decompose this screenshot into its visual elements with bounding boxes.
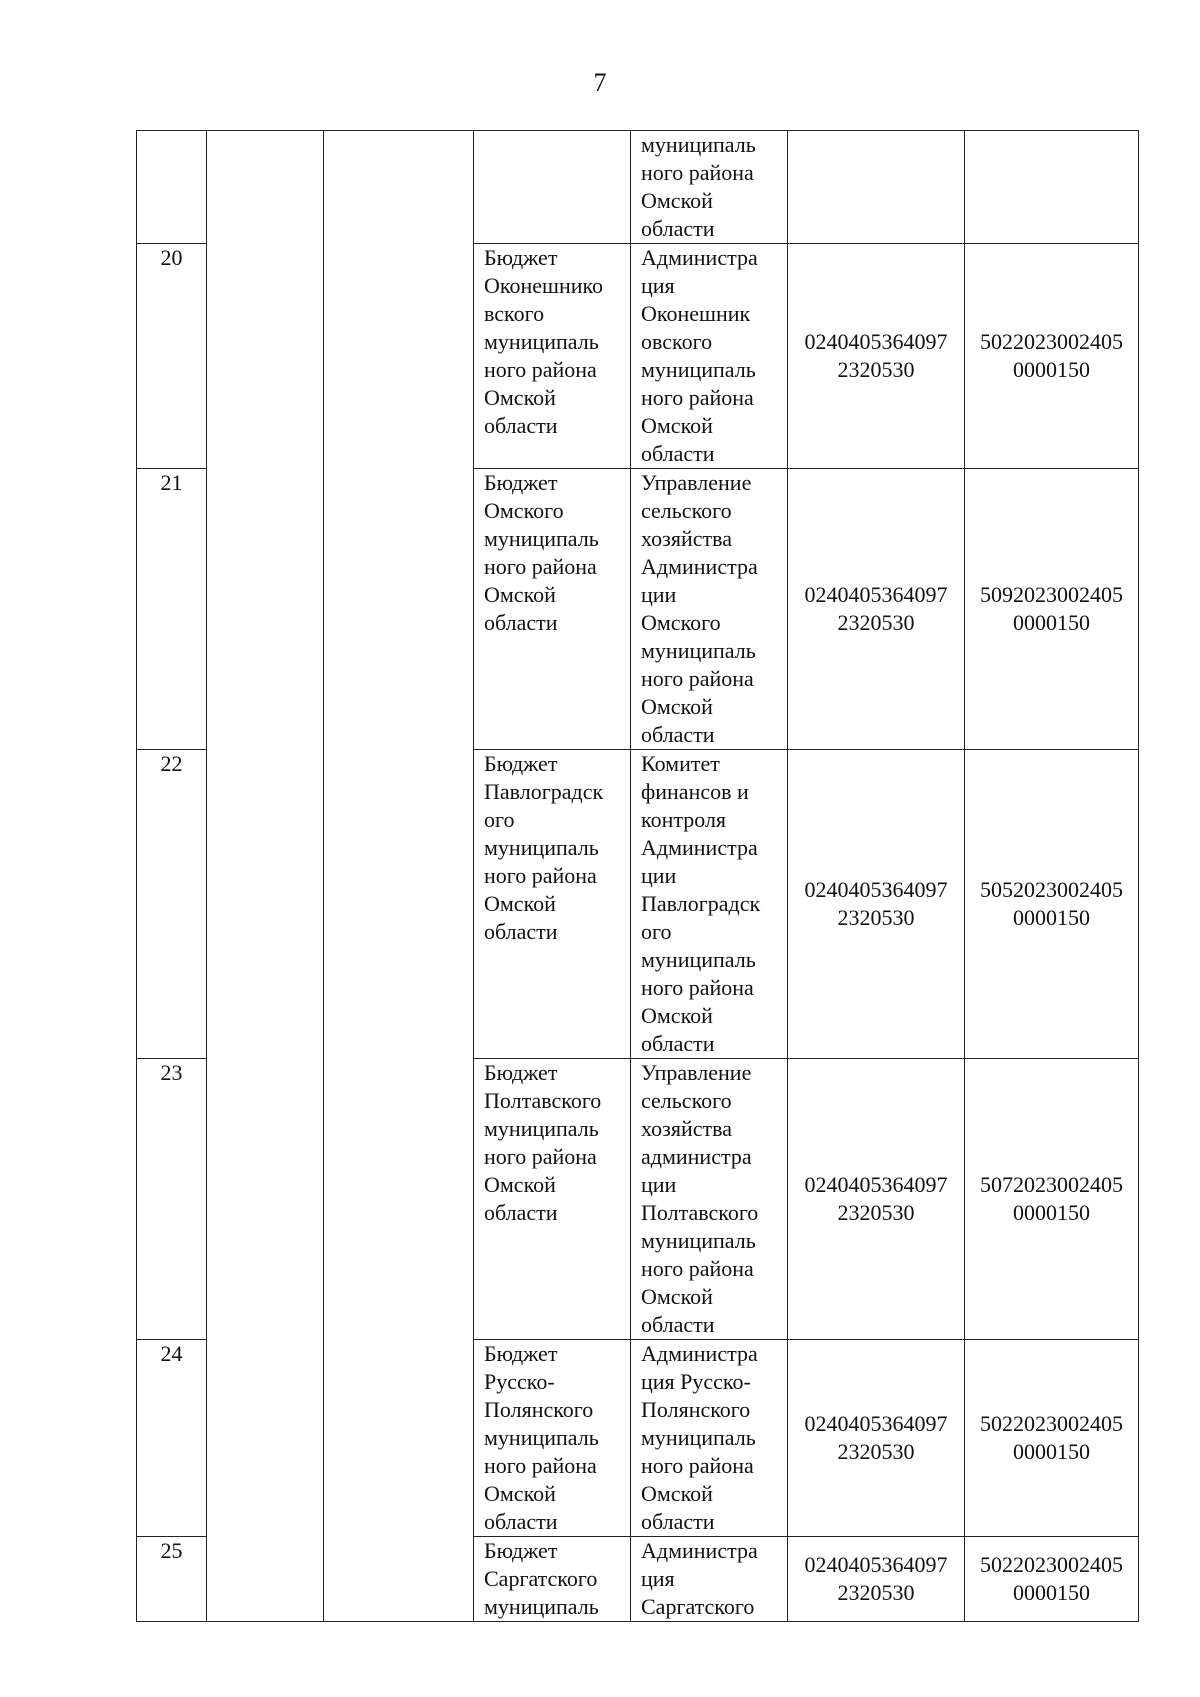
budget-cell [474,244,631,469]
budget-line: ного района [484,1144,597,1169]
recipient-line: Полтавского [641,1200,759,1225]
merged-empty-column-2 [207,131,324,1622]
budget-cell [474,1537,631,1622]
recipient-line: Администра [641,1538,758,1563]
recipient-line: Омской [641,188,713,213]
number-cell [137,131,207,244]
budget-line: Бюджет [484,470,558,495]
code-line: 0240405364097 [804,1411,948,1436]
recipient-line: области [641,1509,715,1534]
row-number: 21 [137,469,207,750]
code-cell [788,1537,965,1622]
code-line: 5022023002405 [980,1411,1123,1436]
budget-line: Саргатского [484,1566,598,1591]
recipient-line: ция Русско- [641,1369,751,1394]
recipient-line: Омского [641,610,721,635]
budget-line: Оконешнико [484,273,604,298]
code-line: 5022023002405 [980,329,1123,354]
recipient-cell [631,244,788,469]
code-line: 0000150 [1013,905,1090,930]
row-number: 20 [137,244,207,469]
recipient-cell [631,131,788,244]
code-line: 0000150 [1013,357,1090,382]
recipient-line: ного района [641,975,754,1000]
code-line: 2320530 [837,1439,915,1464]
budget-cell [474,1340,631,1537]
recipient-line: области [641,722,715,747]
budget-line: муниципаль [484,1594,599,1619]
code-cell [788,1340,965,1537]
budget-line: области [484,413,558,438]
code-cell [965,131,1139,244]
recipient-cell [631,1340,788,1537]
recipient-line: ного района [641,385,754,410]
recipient-line: области [641,1312,715,1337]
budget-line: Омской [484,1481,556,1506]
code-line: 2320530 [837,905,915,930]
recipient-line: Оконешник [641,301,751,326]
code-line: 0000150 [1013,1439,1090,1464]
budget-cell [474,1059,631,1340]
code-line: 5072023002405 [980,1172,1123,1197]
budget-line: ного района [484,554,597,579]
recipient-line: Управление [641,1060,752,1085]
code-line: 2320530 [837,610,915,635]
recipient-line: Саргатского [641,1594,755,1619]
code-line: 0000150 [1013,1580,1090,1605]
budget-line: Бюджет [484,751,558,776]
recipient-line: ного района [641,160,754,185]
budget-line: вского [484,301,545,326]
budget-line: Полянского [484,1397,594,1422]
row-number: 22 [137,750,207,1059]
code-line: 0240405364097 [804,329,948,354]
recipient-line: муниципаль [641,638,756,663]
code-line: 0000150 [1013,610,1090,635]
recipient-line: муниципаль [641,1425,756,1450]
code-line: 5092023002405 [980,582,1123,607]
code-cell [965,1340,1139,1537]
recipient-line: Комитет [641,751,720,776]
recipient-line: ция [641,273,675,298]
budget-line: муниципаль [484,1425,599,1450]
recipient-line: ного района [641,666,754,691]
budget-line: муниципаль [484,329,599,354]
recipient-cell [631,750,788,1059]
recipient-line: Омской [641,413,713,438]
recipient-line: Омской [641,1284,713,1309]
recipient-cell [631,1059,788,1340]
recipient-line: Администра [641,1341,758,1366]
recipient-line: области [641,1031,715,1056]
code-line: 0240405364097 [804,1172,948,1197]
recipient-line: финансов и [641,779,749,804]
recipient-line: сельского [641,498,732,523]
recipient-cell [631,469,788,750]
code-line: 0240405364097 [804,582,948,607]
budget-line: ного района [484,357,597,382]
budget-line: области [484,919,558,944]
code-cell [965,1059,1139,1340]
code-line: 2320530 [837,1200,915,1225]
recipient-line: области [641,441,715,466]
recipient-line: Омской [641,1003,713,1028]
budget-line: области [484,1200,558,1225]
budget-line: Павлоградск [484,779,604,804]
code-line: 2320530 [837,1580,915,1605]
code-line: 0240405364097 [804,877,948,902]
budget-table [136,130,1139,1622]
merged-empty-column-3 [324,131,474,1622]
budget-line: Омской [484,891,556,916]
recipient-line: муниципаль [641,357,756,382]
budget-line: Русско- [484,1369,555,1394]
row-number: 24 [137,1340,207,1537]
recipient-line: ции [641,1172,677,1197]
budget-cell [474,131,631,244]
recipient-line: муниципаль [641,132,756,157]
code-cell [965,244,1139,469]
recipient-line: Омской [641,1481,713,1506]
recipient-line: ного района [641,1453,754,1478]
recipient-line: Управление [641,470,752,495]
recipient-line: овского [641,329,713,354]
row-number: 23 [137,1059,207,1340]
budget-line: Омской [484,582,556,607]
recipient-line: муниципаль [641,1228,756,1253]
budget-line: Омской [484,1172,556,1197]
recipient-line: ного района [641,1256,754,1281]
code-cell [965,1537,1139,1622]
recipient-line: ция [641,1566,675,1591]
budget-line: Бюджет [484,245,558,270]
budget-line: Бюджет [484,1538,558,1563]
recipient-line: ции [641,863,677,888]
budget-line: муниципаль [484,1116,599,1141]
recipient-line: Омской [641,694,713,719]
recipient-line: сельского [641,1088,732,1113]
code-cell [788,244,965,469]
recipient-line: хозяйства [641,526,732,551]
budget-line: муниципаль [484,526,599,551]
page-number: 7 [593,68,607,97]
budget-line: ого [484,807,515,832]
code-cell [788,131,965,244]
budget-line: Омского [484,498,564,523]
code-line: 0240405364097 [804,1552,948,1577]
recipient-line: Администра [641,554,758,579]
code-line: 0000150 [1013,1200,1090,1225]
budget-line: области [484,610,558,635]
table-row-continuation [137,131,1139,244]
code-line: 5052023002405 [980,877,1123,902]
budget-line: Омской [484,385,556,410]
recipient-line: Полянского [641,1397,751,1422]
recipient-line: области [641,216,715,241]
recipient-line: ции [641,582,677,607]
budget-line: Бюджет [484,1060,558,1085]
recipient-line: Администра [641,835,758,860]
budget-line: области [484,1509,558,1534]
recipient-line: муниципаль [641,947,756,972]
budget-line: ного района [484,1453,597,1478]
budget-cell [474,750,631,1059]
recipient-line: контроля [641,807,727,832]
code-cell [788,1059,965,1340]
recipient-cell [631,1537,788,1622]
budget-line: муниципаль [484,835,599,860]
recipient-line: хозяйства [641,1116,732,1141]
code-cell [788,469,965,750]
budget-line: Полтавского [484,1088,602,1113]
recipient-line: администра [641,1144,752,1169]
budget-line: ного района [484,863,597,888]
code-cell [788,750,965,1059]
code-cell [965,469,1139,750]
recipient-line: ого [641,919,672,944]
code-line: 2320530 [837,357,915,382]
recipient-line: Павлоградск [641,891,761,916]
budget-line: Бюджет [484,1341,558,1366]
row-number: 25 [137,1537,207,1622]
budget-cell [474,469,631,750]
code-line: 5022023002405 [980,1552,1123,1577]
code-cell [965,750,1139,1059]
recipient-line: Администра [641,245,758,270]
